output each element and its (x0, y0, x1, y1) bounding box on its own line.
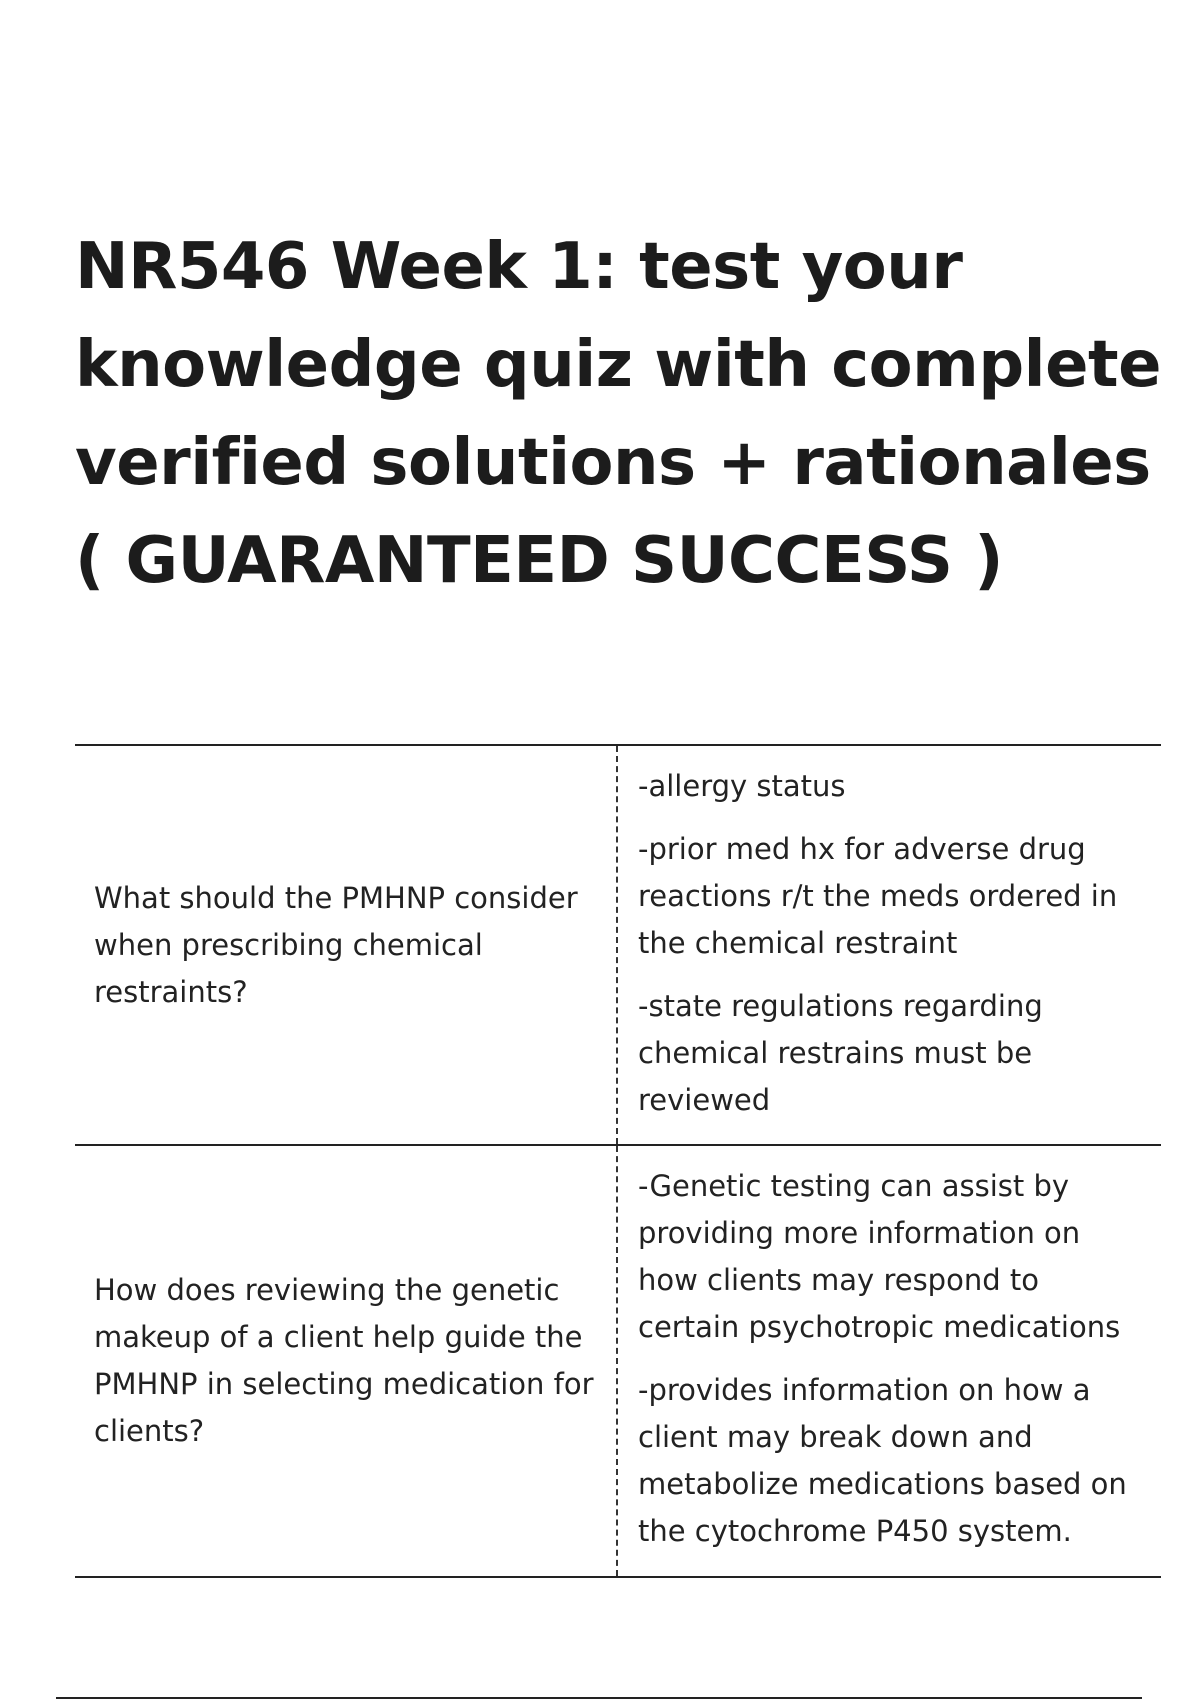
document-title: NR546 Week 1: test your knowledge quiz with complete verified solutions + rationales ( GUARANTEED SUCCESS ) (75, 230, 1161, 598)
answer-cell (617, 745, 1161, 1145)
answer-line: -prior med hx for adverse drug reactions r/t the meds ordered in the chemical restraint (638, 831, 1118, 960)
answer-line: -provides information on how a client may break down and metabolize medications based on the cytochrome P450 system. (638, 1373, 1127, 1548)
answer-cell (617, 1145, 1161, 1577)
answer-line: -state regulations regarding chemical restrains must be reviewed (638, 988, 1043, 1117)
footer-divider (56, 1697, 1142, 1699)
qa-row (75, 1145, 1161, 1577)
answer-line: -Genetic testing can assist by providing more information on how clients may respond to certain psychotropic medications (638, 1169, 1121, 1344)
qa-table (75, 744, 1161, 1578)
answer-line: -allergy status (638, 768, 846, 803)
qa-row (75, 745, 1161, 1145)
question-cell: How does reviewing the genetic makeup of a client help guide the PMHNP in selecting medication for clients? (75, 1145, 617, 1577)
question-cell: What should the PMHNP consider when prescribing chemical restraints? (75, 745, 617, 1145)
